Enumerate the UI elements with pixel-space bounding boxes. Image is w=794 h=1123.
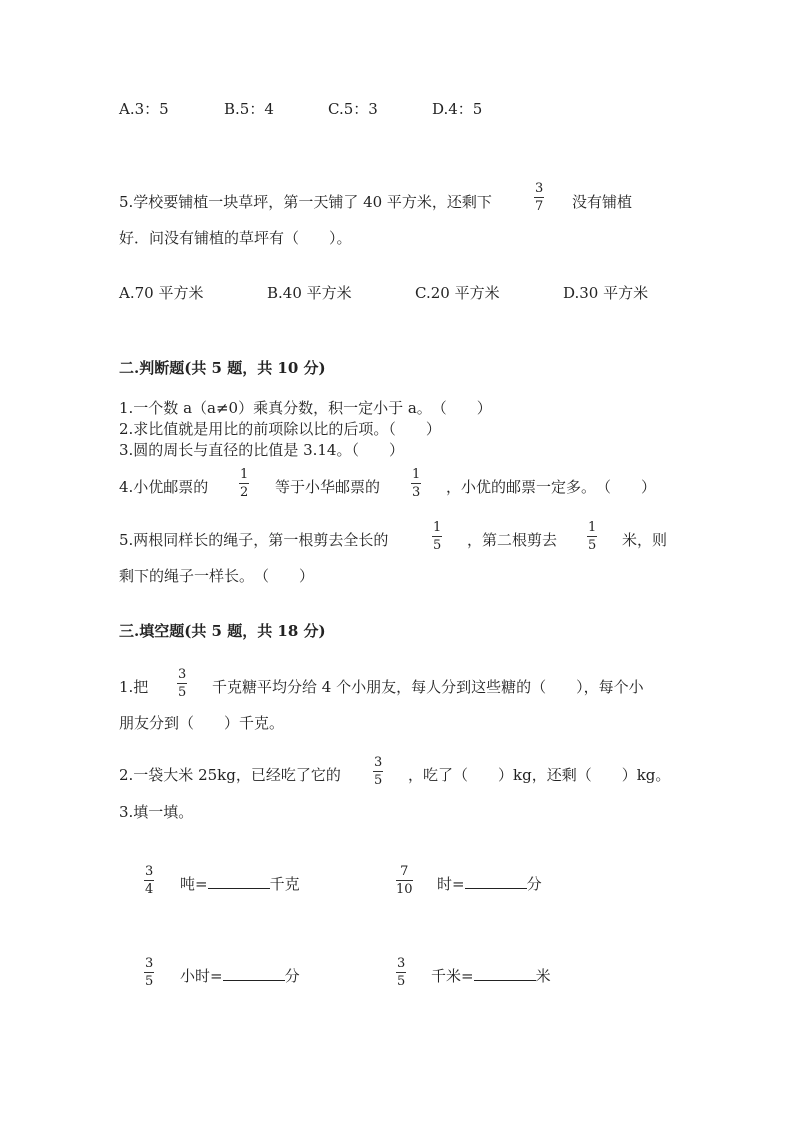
fraction-numerator: 3 [178, 667, 187, 682]
s3-q1-fraction [177, 668, 187, 699]
section2-heading: 二.判断题(共 5 题，共 10 分) [119, 359, 326, 377]
fraction-denominator: 5 [145, 974, 154, 989]
s3-q3-item1 [180, 873, 300, 894]
fraction-denominator: 10 [396, 882, 413, 897]
unit-before: 千米= [431, 967, 474, 985]
q5-option-d[interactable]: D.30 平方米 [563, 284, 649, 302]
fraction-numerator: 1 [240, 467, 249, 482]
unit-before: 小时= [180, 967, 223, 985]
fraction-denominator: 7 [535, 199, 544, 214]
fraction-denominator: 5 [374, 773, 383, 788]
fraction-numerator: 7 [396, 865, 413, 881]
s3-q1-line2: 朋友分到（ ）千克。 [119, 714, 285, 732]
fraction-numerator: 3 [397, 956, 406, 971]
s3-q3-item2-fraction [396, 865, 413, 896]
s2-q2: 2.求比值就是用比的前项除以比的后项。（ ） [119, 420, 441, 438]
fraction-denominator: 5 [588, 538, 597, 553]
fraction-denominator: 5 [178, 685, 187, 700]
s3-q3-item2 [437, 873, 542, 894]
section3-heading: 三.填空题(共 5 题，共 18 分) [119, 622, 326, 640]
fraction-denominator: 5 [433, 538, 442, 553]
q4-option-b[interactable]: B.5：4 [224, 100, 274, 118]
s2-q4-fraction2 [411, 468, 421, 499]
fraction-denominator: 4 [145, 882, 154, 897]
fraction-denominator: 3 [412, 485, 421, 500]
s2-q5-line2: 剩下的绳子一样长。 （ ） [119, 567, 315, 585]
s3-q3-item4 [431, 965, 551, 986]
s3-q1-part2: 千克糖平均分给 4 个小朋友，每人分到这些糖的（ ），每个小 [212, 678, 644, 696]
s3-q3-item3-fraction [144, 957, 154, 988]
q4-option-a[interactable]: A.3：5 [119, 100, 169, 118]
fraction-numerator: 3 [535, 181, 544, 196]
s2-q3: 3.圆的周长与直径的比值是 3.14。（ ） [119, 441, 404, 459]
fraction-denominator: 2 [240, 485, 249, 500]
fraction-denominator: 5 [397, 974, 406, 989]
unit-before: 吨= [180, 875, 208, 893]
s2-q5-part3: 米，则 [622, 531, 668, 549]
q4-option-d[interactable]: D.4：5 [432, 100, 483, 118]
s3-q2-fraction [373, 756, 383, 787]
q5-text-line2: 好．问没有铺植的草坪有（ ）。 [119, 229, 352, 247]
s3-q2-part2: ，吃了（ ）kg，还剩（ ）kg。 [408, 766, 671, 784]
s2-q5-fraction2 [587, 521, 597, 552]
fraction-numerator: 3 [145, 864, 154, 879]
q5-fraction [534, 182, 544, 213]
s2-q5-part2: ，第二根剪去 [467, 531, 558, 549]
unit-before: 时= [437, 875, 465, 893]
unit-after: 分 [526, 875, 542, 893]
s3-q3-title: 3.填一填。 [119, 803, 194, 821]
s3-q1-part1: 1.把 [119, 678, 149, 696]
s2-q1: 1.一个数 a（a≠0）乘真分数，积一定小于 a。 （ ） [119, 399, 492, 417]
fraction-numerator: 3 [374, 755, 383, 770]
fraction-numerator: 3 [145, 956, 154, 971]
s3-q3-item4-fraction [396, 957, 406, 988]
s2-q5-part1: 5.两根同样长的绳子，第一根剪去全长的 [119, 531, 389, 549]
q5-text-part1: 5.学校要铺植一块草坪，第一天铺了 40 平方米，还剩下 [119, 193, 492, 211]
q5-option-b[interactable]: B.40 平方米 [267, 284, 352, 302]
s3-q3-item1-fraction [144, 865, 154, 896]
answer-blank[interactable] [474, 966, 536, 981]
s2-q4-fraction1 [239, 468, 249, 499]
q5-option-a[interactable]: A.70 平方米 [119, 284, 204, 302]
fraction-numerator: 1 [412, 467, 421, 482]
q5-text-part2: 没有铺植 [572, 193, 633, 211]
q4-option-c[interactable]: C.5：3 [328, 100, 378, 118]
answer-blank[interactable] [208, 874, 270, 889]
s2-q4-part2: 等于小华邮票的 [275, 478, 381, 496]
fraction-numerator: 1 [433, 520, 442, 535]
unit-after: 米 [535, 967, 551, 985]
s2-q4-part3: ，小优的邮票一定多。 （ ） [446, 478, 657, 496]
answer-blank[interactable] [465, 874, 527, 889]
unit-after: 分 [284, 967, 300, 985]
unit-after: 千克 [269, 875, 300, 893]
s3-q2-part1: 2.一袋大米 25kg，已经吃了它的 [119, 766, 341, 784]
fraction-numerator: 1 [588, 520, 597, 535]
s2-q4-part1: 4.小优邮票的 [119, 478, 209, 496]
q5-option-c[interactable]: C.20 平方米 [415, 284, 500, 302]
s2-q5-fraction1 [432, 521, 442, 552]
answer-blank[interactable] [223, 966, 285, 981]
s3-q3-item3 [180, 965, 300, 986]
